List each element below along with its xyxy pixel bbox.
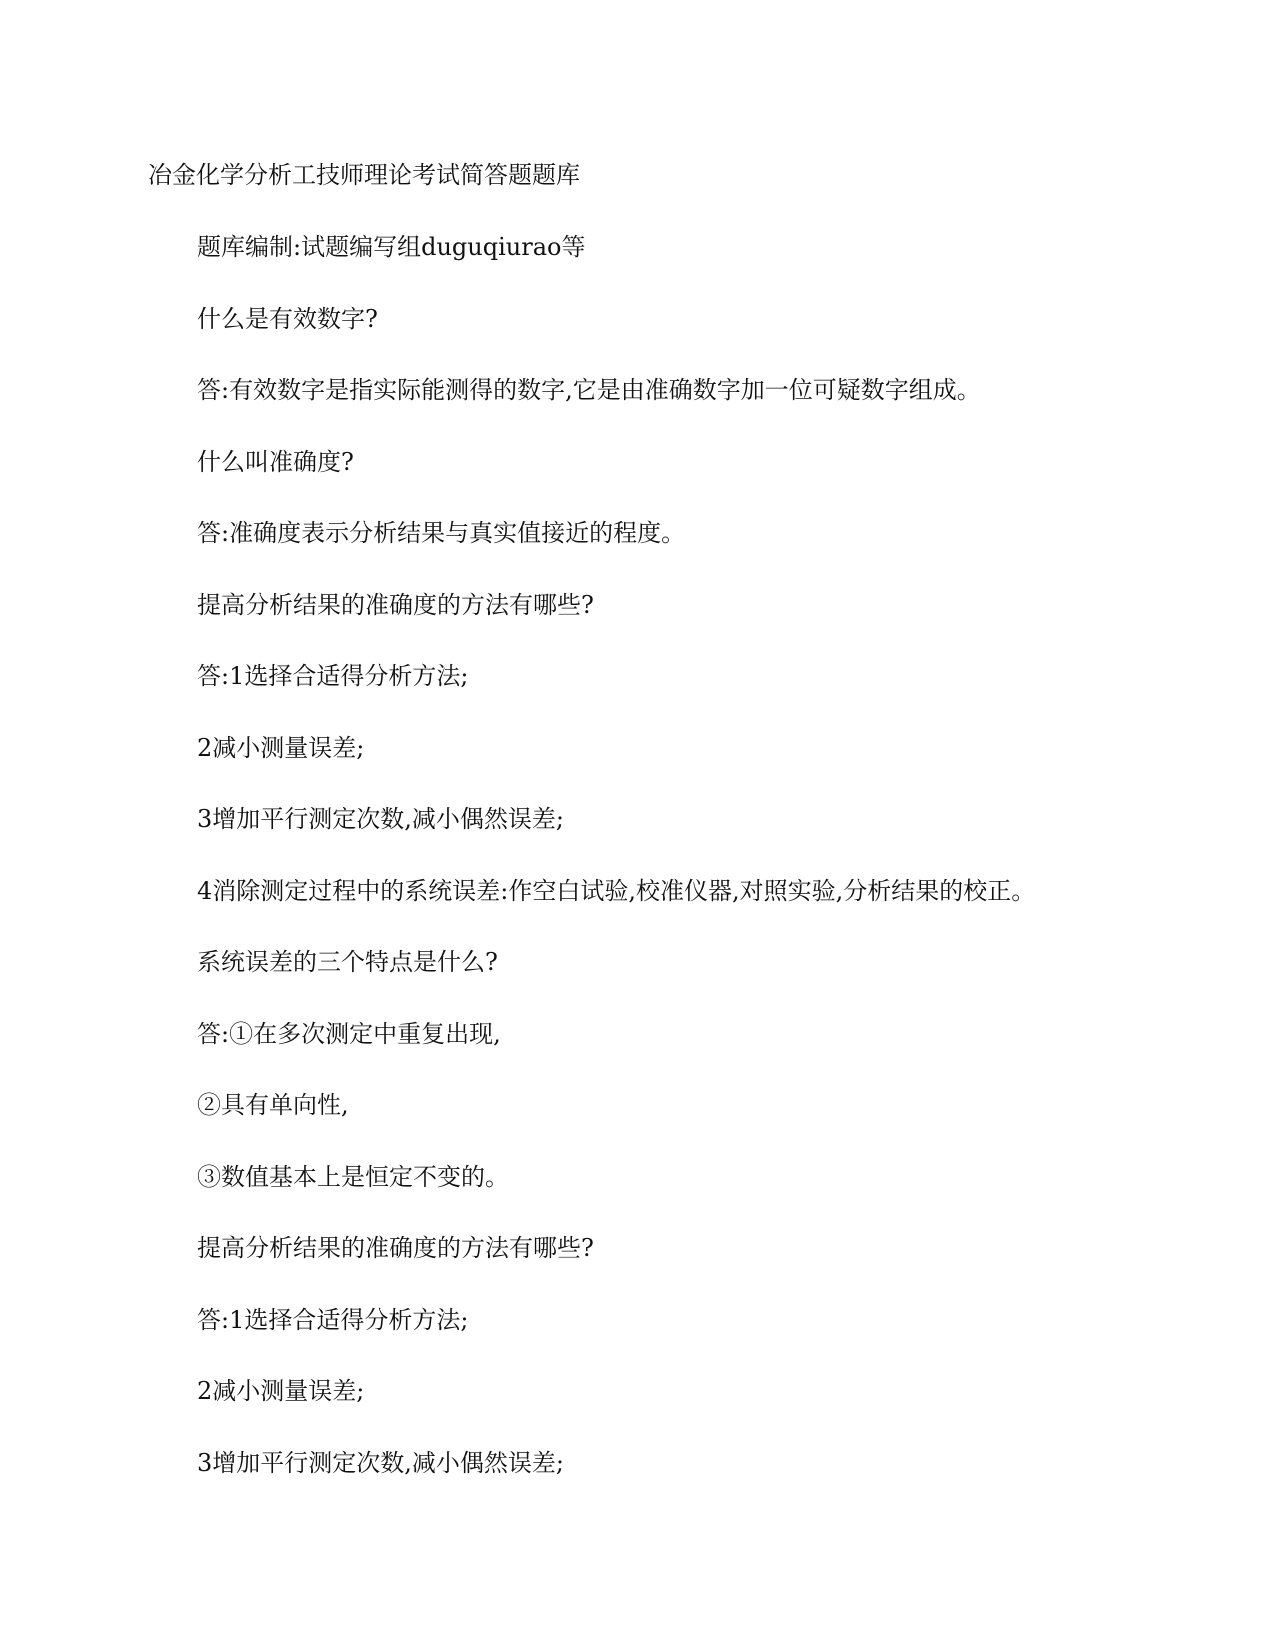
question-line: 提高分析结果的准确度的方法有哪些? [197, 1234, 594, 1262]
answer-line: ③数值基本上是恒定不变的。 [197, 1162, 509, 1191]
document-body [197, 232, 1035, 1519]
document-title: 冶金化学分析工技师理论考试简答题题库 [148, 161, 580, 189]
answer-line: 3增加平行测定次数,减小偶然误差; [197, 805, 564, 833]
answer-line: 2减小测量误差; [197, 733, 365, 762]
answer-line: 3增加平行测定次数,减小偶然误差; [197, 1448, 564, 1477]
author-line: 题库编制:试题编写组duguqiurao等 [197, 233, 586, 261]
answer-line: 答:①在多次测定中重复出现, [197, 1019, 501, 1048]
answer-line: 答:有效数字是指实际能测得的数字,它是由准确数字加一位可疑数字组成。 [197, 376, 981, 404]
answer-line: 2减小测量误差; [197, 1377, 365, 1405]
answer-line: 4消除测定过程中的系统误差:作空白试验,校准仪器,对照实验,分析结果的校正。 [197, 876, 1036, 905]
question-line: 什么叫准确度? [197, 447, 354, 476]
answer-line: 答:准确度表示分析结果与真实值接近的程度。 [197, 519, 686, 547]
answer-line: ②具有单向性, [197, 1091, 349, 1119]
answer-line: 答:1选择合适得分析方法; [197, 1305, 469, 1334]
question-line: 什么是有效数字? [197, 304, 378, 333]
answer-line: 答:1选择合适得分析方法; [197, 662, 469, 690]
question-line: 系统误差的三个特点是什么? [197, 948, 498, 976]
question-line: 提高分析结果的准确度的方法有哪些? [197, 590, 594, 619]
